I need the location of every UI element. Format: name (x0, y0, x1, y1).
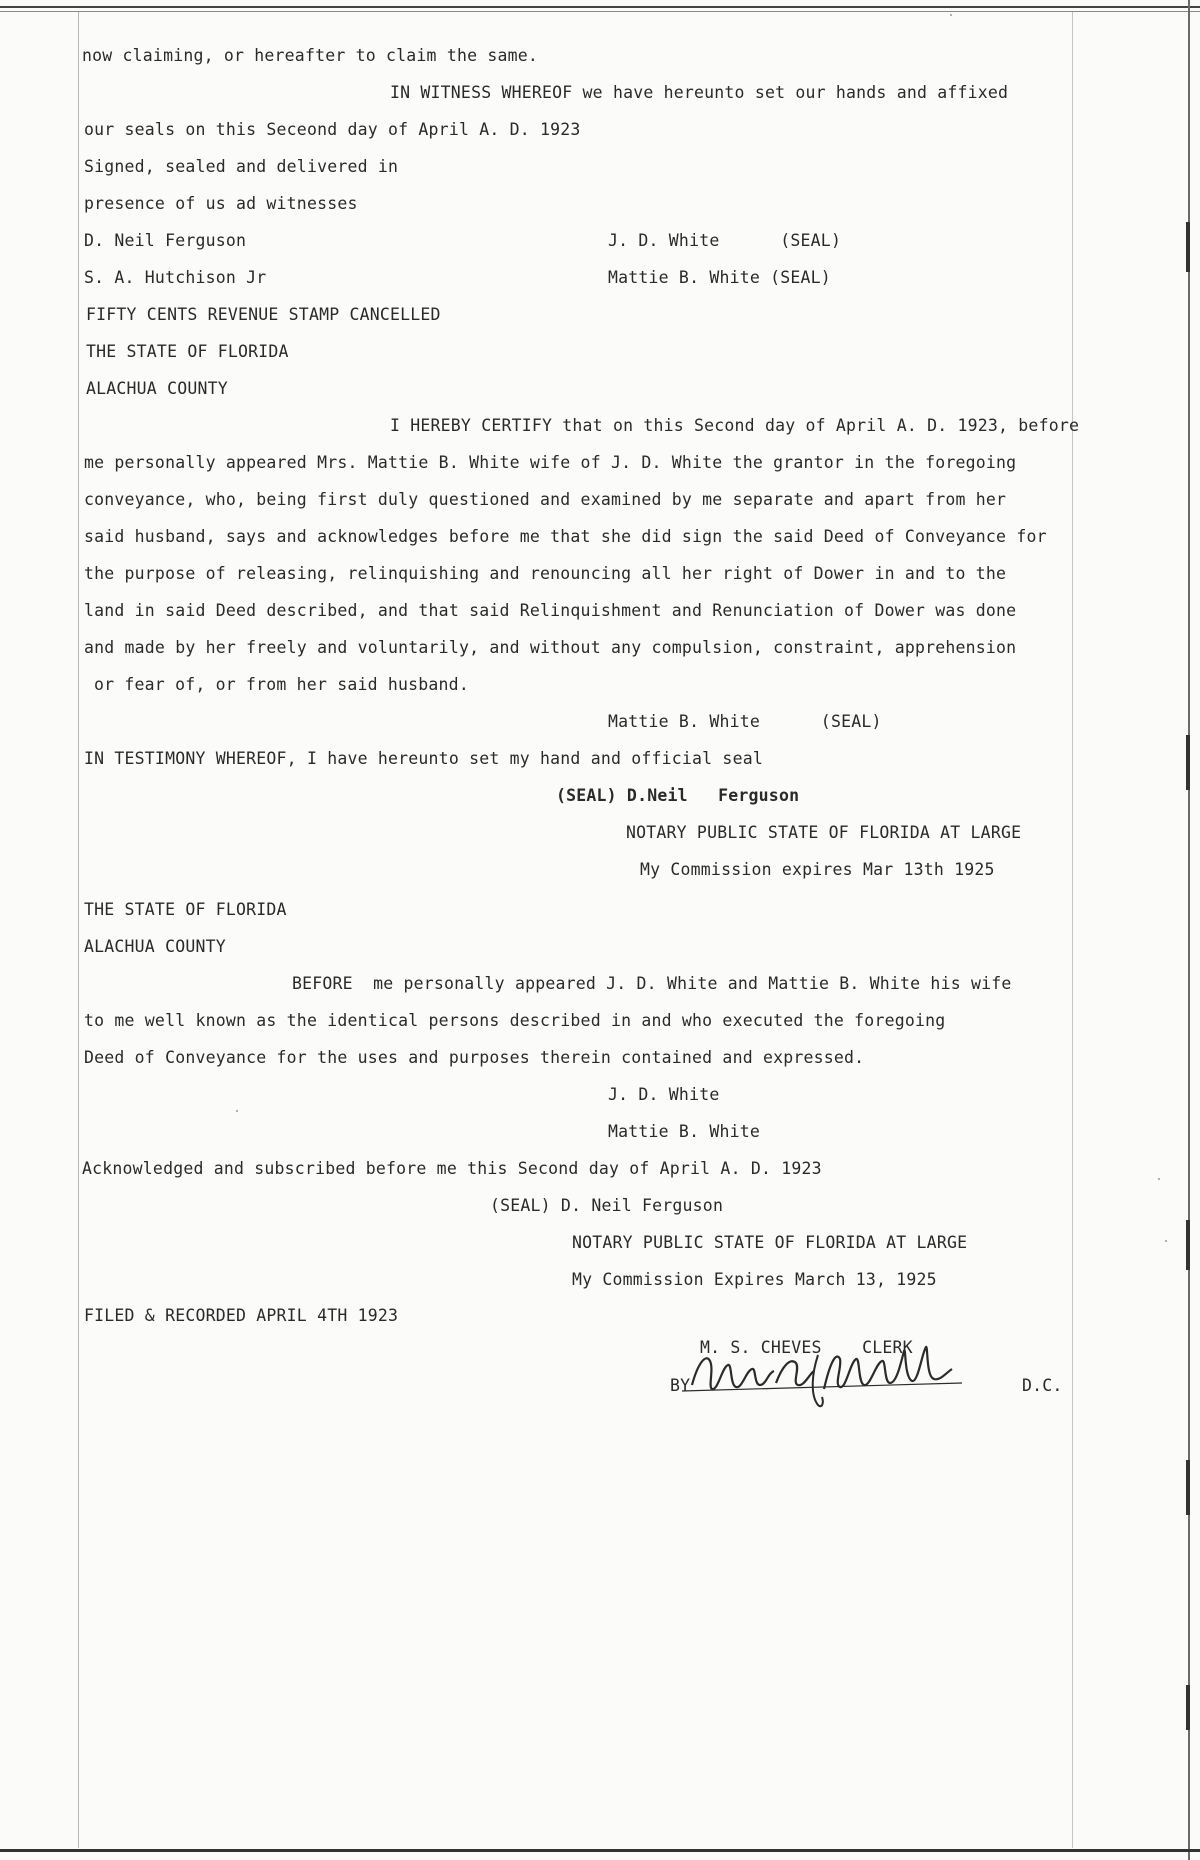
right-edge (1188, 0, 1190, 1860)
notary-signature: (SEAL) D. Neil Ferguson (490, 1196, 724, 1215)
notary-signature: (SEAL) D.Neil Ferguson (556, 786, 800, 805)
text-line: our seals on this Seceond day of April A. D. 1923 (84, 120, 581, 139)
text-line: or fear of, or from her said husband. (94, 675, 469, 694)
bottom-border (0, 1849, 1200, 1852)
text-line: and made by her freely and voluntarily, and without any compulsion, constraint, apprehension (84, 638, 1017, 657)
grantor-signature: J. D. White (608, 1085, 720, 1104)
text-line: land in said Deed described, and that said Relinquishment and Renunciation of Dower was done (84, 601, 1017, 620)
scan-speck (236, 1110, 238, 1112)
text-line: BEFORE me personally appeared J. D. White and Mattie B. White his wife (292, 974, 1012, 993)
heading-county: ALACHUA COUNTY (84, 937, 226, 956)
grantor-signature: J. D. White (SEAL) (608, 231, 842, 250)
commission-expiry: My Commission Expires March 13, 1925 (572, 1270, 937, 1289)
edge-mark (1186, 735, 1190, 790)
edge-mark (1186, 1460, 1190, 1515)
notary-title: NOTARY PUBLIC STATE OF FLORIDA AT LARGE (626, 823, 1022, 842)
top-border-inner (0, 11, 1200, 12)
text-line: FIFTY CENTS REVENUE STAMP CANCELLED (86, 305, 441, 324)
text-line: now claiming, or hereafter to claim the same. (82, 46, 539, 65)
grantor-signature: Mattie B. White (SEAL) (608, 268, 831, 287)
left-margin-line (78, 12, 79, 1848)
grantor-signature: Mattie B. White (SEAL) (608, 712, 882, 731)
text-line: me personally appeared Mrs. Mattie B. White wife of J. D. White the grantor in the foregoing (84, 453, 1017, 472)
text-line: Signed, sealed and delivered in (84, 157, 399, 176)
text-line: IN TESTIMONY WHEREOF, I have hereunto set my hand and official seal (84, 749, 763, 768)
text-line: IN WITNESS WHEREOF we have hereunto set our hands and affixed (390, 83, 1009, 102)
text-line: I HEREBY CERTIFY that on this Second day of April A. D. 1923, before (390, 416, 1080, 435)
text-line: conveyance, who, being first duly questioned and examined by me separate and apart from her (84, 490, 1007, 509)
edge-mark (1186, 222, 1190, 272)
edge-mark (1186, 1685, 1190, 1730)
clerk-name: M. S. CHEVES CLERK (700, 1338, 913, 1357)
text-line: said husband, says and acknowledges before me that she did sign the said Deed of Conveyance for (84, 527, 1047, 546)
text-line: presence of us ad witnesses (84, 194, 358, 213)
scan-speck (950, 14, 952, 16)
scan-speck (1158, 1178, 1160, 1180)
heading-county: ALACHUA COUNTY (86, 379, 228, 398)
by-label: BY (670, 1376, 691, 1395)
witness-name: D. Neil Ferguson (84, 231, 247, 250)
grantor-signature: Mattie B. White (608, 1122, 761, 1141)
text-line: Acknowledged and subscribed before me this Second day of April A. D. 1923 (82, 1159, 822, 1178)
deputy-clerk-label: D.C. (1022, 1376, 1063, 1395)
notary-title: NOTARY PUBLIC STATE OF FLORIDA AT LARGE (572, 1233, 968, 1252)
text-line: the purpose of releasing, relinquishing and renouncing all her right of Dower in and to the (84, 564, 1007, 583)
witness-name: S. A. Hutchison Jr (84, 268, 267, 287)
edge-mark (1186, 1220, 1190, 1270)
text-line: Deed of Conveyance for the uses and purposes therein contained and expressed. (84, 1048, 865, 1067)
heading-state: THE STATE OF FLORIDA (84, 900, 287, 919)
filing-note: FILED & RECORDED APRIL 4TH 1923 (84, 1306, 399, 1325)
commission-expiry: My Commission expires Mar 13th 1925 (640, 860, 995, 879)
right-margin-line (1072, 12, 1073, 1848)
heading-state: THE STATE OF FLORIDA (86, 342, 289, 361)
deputy-clerk-handwritten-signature (672, 1333, 972, 1413)
scan-speck (1165, 1240, 1167, 1242)
text-line: to me well known as the identical persons described in and who executed the foregoing (84, 1011, 946, 1030)
top-border (0, 6, 1200, 8)
